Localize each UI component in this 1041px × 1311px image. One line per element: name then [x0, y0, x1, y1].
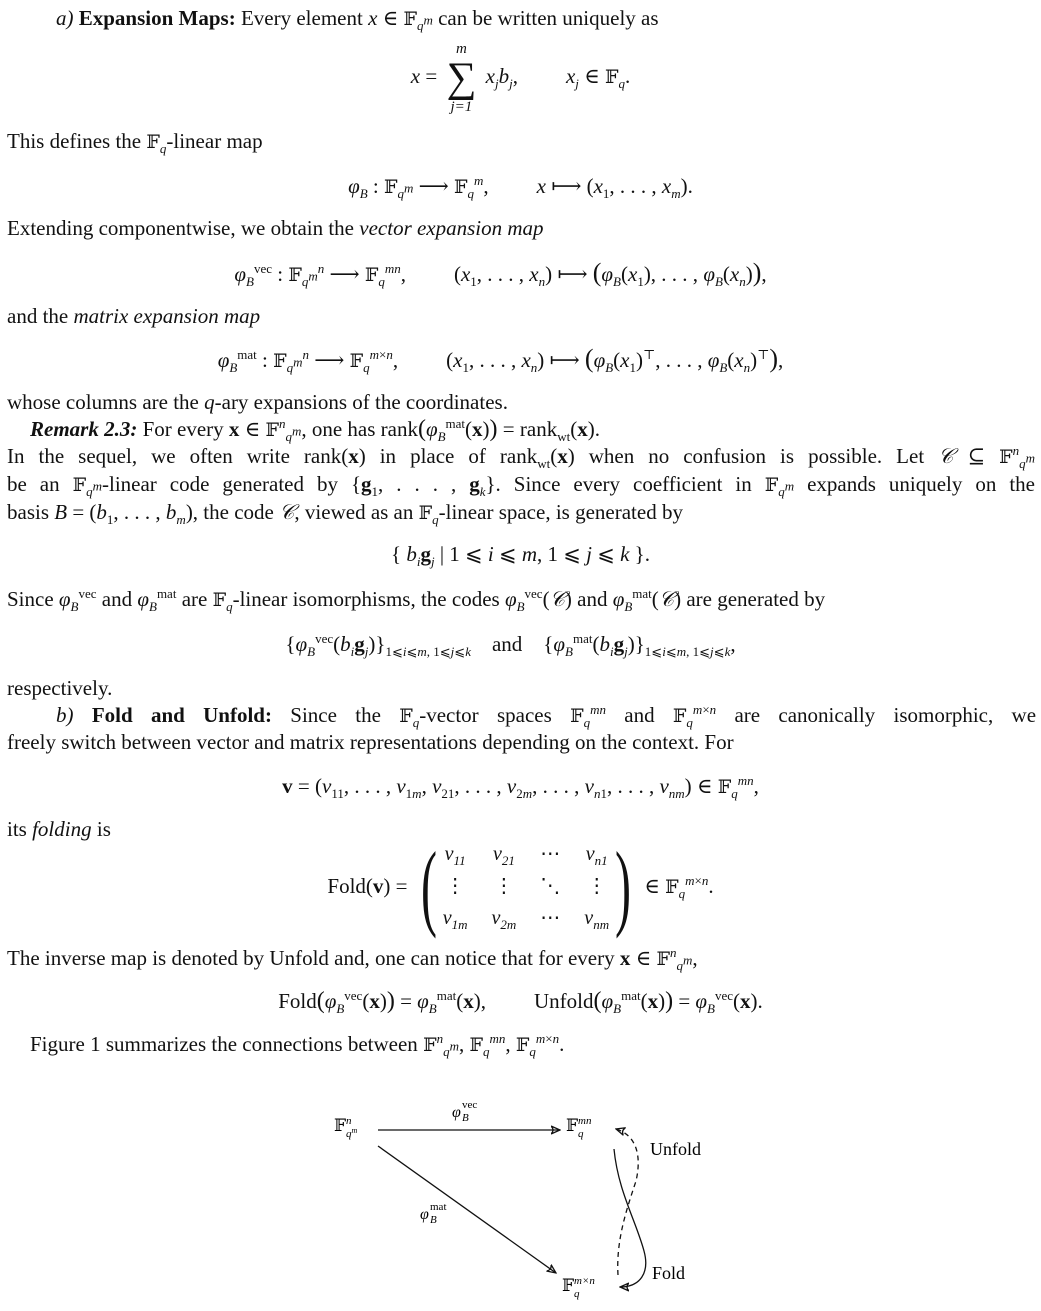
svg-text:n: n [346, 1115, 352, 1127]
equation-generators: { $b_ig_j$ | 1 ⩽ i ⩽ m, 1 ⩽ j ⩽ k }. [390, 542, 650, 570]
label-phi-mat [420, 1201, 447, 1226]
svg-text:B: B [430, 1214, 437, 1226]
section-b-heading: b) Fold and Unfold: Since the 𝔽$_q$-vector spaces 𝔽$_q^{mn}$ and 𝔽$_q^{m\times n}$ are canonically isomorphic, we [56, 702, 1037, 731]
section-b-intro-2: freely switch between vector and matrix representations depending on the context. For [7, 730, 734, 754]
equation-fold: Fold(v) = ( $v_{11}$ $v_{21}$ ⋯ $v_{n1}$ ⋮ ⋮ ⋱ ⋮ $v_{1m}$ $v_{2m}$ ⋯ $v_{nm}$ ) ∈ 𝔽$_q^{m\times n}$. [327, 832, 714, 939]
matrix-cell: $v_{1m}$ [442, 907, 468, 932]
text-sequel-3: basis $B = (b_1$, . . . , $b_m$), the code 𝒞, viewed as an 𝔽$_q$-linear space, is generated by [7, 500, 683, 528]
text-sequel-1: In the sequel, we often write rank(x) in place of rank$_{wt}$(x) when no confusion is possible. Let 𝒞 ⊆ 𝔽$^n_{q^m}$ [7, 443, 1035, 472]
svg-text:q: q [574, 1288, 580, 1300]
text-respectively: respectively. [7, 676, 113, 700]
text-sequel-2: be an 𝔽$_{q^m}$-linear code generated by {$g_1$, . . . , $g_k$}. Since every coefficient in 𝔽$_{q^m}$ expands uniquely on the [7, 472, 1035, 500]
matrix-cell: ⋮ [445, 875, 466, 897]
fold-matrix [431, 838, 621, 934]
section-a-label: a) [56, 6, 74, 30]
figure-1-diagram [0, 1091, 1041, 1311]
svg-text:B: B [462, 1112, 469, 1124]
equation-fold-unfold: $Fold(\varphi_B^{vec}(x)) = \varphi_B^{mat}(x)$, $Unfold(\varphi_B^{mat}(x)) = \varphi_B^{vec}(x)$. [278, 988, 763, 1017]
svg-text:φ: φ [452, 1104, 461, 1121]
matrix-cell: ⋱ [540, 875, 561, 897]
node-fqm-n [334, 1115, 358, 1140]
section-a-title: Expansion Maps: [78, 6, 236, 30]
matrix-cell: ⋮ [586, 875, 607, 897]
matrix-cell: $v_{21}$ [492, 843, 515, 868]
matrix-cell: ⋯ [540, 907, 561, 929]
arrow-phi-mat [378, 1146, 556, 1273]
matrix-cell: $v_{nm}$ [584, 907, 610, 932]
term-matrix-expansion-map: matrix expansion map [73, 304, 261, 328]
text-its-folding: its folding is [7, 817, 111, 841]
term-vector-expansion-map: vector expansion map [359, 216, 544, 240]
svg-text:mat: mat [430, 1201, 447, 1213]
equation-phi-mat: $\varphi_B^{mat}$ : 𝔽$_{q^m}^n$ ⟶ 𝔽$_q^{m\times n}$, ($x_1$, . . . , $x_n$) ⟼ ($\varphi_B(x_1)^⊤$, . . . , $\varphi_B(x_n)^⊤$), [217, 344, 784, 376]
svg-text:𝔽: 𝔽 [566, 1116, 579, 1135]
equation-vector-v: $v = (v_{11}$, . . . , $v_{1m}$, $v_{21}$, . . . , $v_{2m}$, . . . , $v_{n1}$, . . . , $v_{nm}$) ∈ 𝔽$_q^{mn}$, [282, 773, 759, 802]
text-figure-summary: Figure 1 summarizes the connections between 𝔽$^n_{q^m}$, 𝔽$_q^{mn}$, 𝔽$_q^{m\times n}$. [30, 1031, 565, 1060]
node-fq-mn [566, 1115, 592, 1140]
matrix-cell: $v_{11}$ [444, 843, 466, 868]
matrix-cell: $v_{n1}$ [585, 843, 608, 868]
equation-phi-b: $\varphi_B$ : 𝔽$_{q^m}$ ⟶ 𝔽$_q^m$, x ⟼ ($x_1$, . . . , $x_m$). [348, 173, 693, 202]
equation-phi-vec: $\varphi_B^{vec}$ : 𝔽$_{q^m}^n$ ⟶ 𝔽$_q^{mn}$, ($x_1$, . . . , $x_n$) ⟼ ($\varphi_B(x_1)$, . . . , $\varphi_B(x_n)$), [234, 258, 767, 290]
label-phi-vec [452, 1099, 477, 1124]
text-since-iso: Since $\varphi_B^{vec}$ and $\varphi_B^{mat}$ are 𝔽$_q$-linear isomorphisms, the codes $\varphi_B^{vec}(𝒞)$ and $\varphi_B^{mat}(𝒞)$ are generated by [7, 586, 826, 615]
svg-text:mn: mn [578, 1115, 592, 1127]
label-fold: Fold [652, 1263, 686, 1283]
section-a-intro: Every element x ∈ 𝔽$_{q^m}$ can be written uniquely as [240, 6, 659, 34]
svg-text:𝔽: 𝔽 [334, 1116, 347, 1135]
arrow-fold [614, 1149, 646, 1287]
text-and-the: and the matrix expansion map [7, 304, 261, 328]
section-b-title: Fold and Unfold: [91, 703, 272, 727]
remark-2-3: Remark 2.3: For every x ∈ 𝔽$^n_{q^m}$, one has $rank(\varphi_B^{mat}(x))$ = rank$_{wt}$(x). [30, 416, 600, 445]
svg-text:𝔽: 𝔽 [562, 1276, 575, 1295]
text-defines: This defines the 𝔽$_q$-linear map [7, 129, 263, 157]
remark-label: Remark 2.3: [30, 417, 138, 441]
text-whose-columns: whose columns are the q-ary expansions of the coordinates. [7, 390, 508, 414]
matrix-cell: $v_{2m}$ [491, 907, 517, 932]
matrix-cell: ⋮ [493, 875, 514, 897]
text-extending: Extending componentwise, we obtain the vector expansion map [7, 216, 544, 240]
svg-text:q: q [578, 1128, 584, 1140]
label-unfold: Unfold [650, 1139, 701, 1159]
svg-text:vec: vec [462, 1099, 478, 1111]
svg-text:qm: $q^m$ [346, 1126, 358, 1140]
svg-text:m×n: m×n [574, 1275, 595, 1287]
matrix-cell: ⋯ [540, 843, 561, 865]
section-b-label: b) [56, 703, 74, 727]
equation-expansion: x = m ∑ j=1 $x_jb_j$, $x_j$ ∈ 𝔽$_q$. [410, 41, 631, 115]
section-a-heading [56, 4, 659, 33]
equation-gen-images: $\{\varphi_B^{vec}(b_ig_j)\}_{1⩽i⩽m, 1⩽j⩽k}$ and $\{\varphi_B^{mat}(b_ig_j)\}_{1⩽i⩽m, 1⩽j⩽k}$, [285, 631, 736, 660]
text-inverse-map: The inverse map is denoted by Unfold and, one can notice that for every x ∈ 𝔽$^n_{q^m}$, [7, 945, 698, 974]
node-fq-mxn [562, 1275, 595, 1300]
svg-text:φ: φ [420, 1206, 429, 1223]
